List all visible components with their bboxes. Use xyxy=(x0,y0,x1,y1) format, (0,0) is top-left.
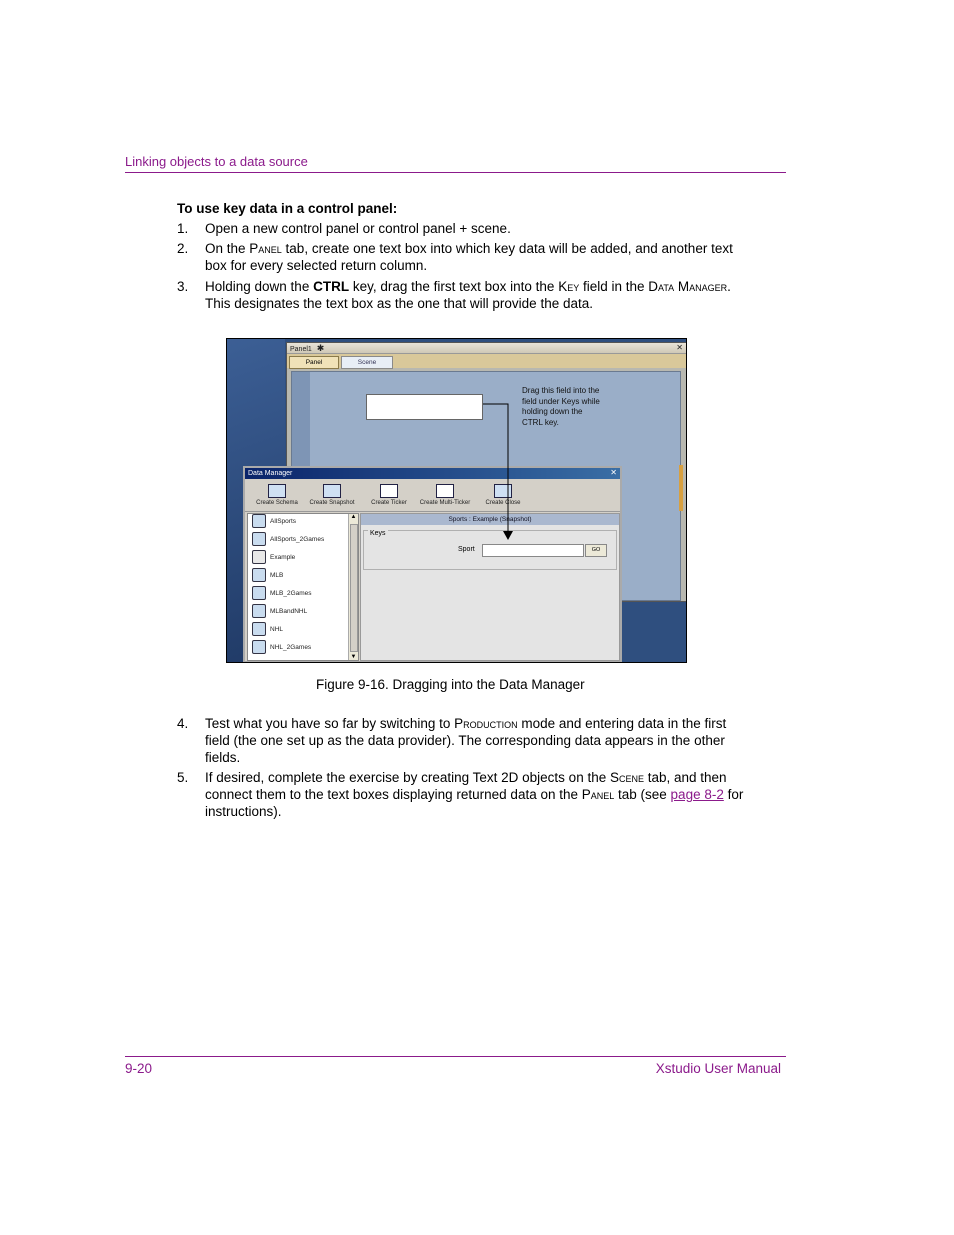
tree-item[interactable]: MLBandNHL xyxy=(252,604,307,620)
tree-item[interactable]: NHL_2Games xyxy=(252,640,311,656)
step-1-number: 1. xyxy=(177,221,189,236)
drag-annotation: Drag this field into the field under Keys while holding down the CTRL key. xyxy=(522,386,600,427)
tab-panel[interactable]: Panel xyxy=(289,356,339,369)
section-title: Linking objects to a data source xyxy=(125,154,308,169)
create-ticker-button[interactable]: Create Ticker xyxy=(359,484,419,506)
drag-arrowhead-icon xyxy=(503,531,513,540)
header-rule xyxy=(125,172,786,173)
drag-arrow-line xyxy=(483,404,508,534)
data-manager-screenshot xyxy=(226,338,687,663)
footer-rule xyxy=(125,1056,786,1057)
tree-item[interactable]: MLB_2Games xyxy=(252,586,312,602)
scroll-down-icon[interactable]: ▼ xyxy=(350,654,357,660)
data-manager-title: Data Manager xyxy=(248,470,293,477)
step-4-number: 4. xyxy=(177,716,189,731)
tree-item[interactable]: NHL xyxy=(252,622,283,638)
procedure-heading: To use key data in a control panel: xyxy=(177,201,398,216)
tab-scene[interactable]: Scene xyxy=(341,356,393,369)
tree-item[interactable]: AllSports_2Games xyxy=(252,532,324,548)
step-4-text: Test what you have so far by switching to Production mode and entering data in the first field (the one set up as the data provider). The corresponding data appears in the other fields. xyxy=(205,716,727,765)
create-multi-ticker-button[interactable]: Create Multi-Ticker xyxy=(415,484,475,506)
close-icon[interactable]: ✕ xyxy=(676,343,683,352)
modified-star-icon: ✱ xyxy=(316,343,325,353)
scroll-up-icon[interactable]: ▲ xyxy=(350,514,357,520)
step-2-number: 2. xyxy=(177,241,189,256)
step-3-number: 3. xyxy=(177,279,189,294)
step-2-text: On the Panel tab, create one text box into which key data will be added, and another text box for every selected return column. xyxy=(205,241,733,273)
tree-item[interactable]: Example xyxy=(252,550,295,566)
go-button[interactable]: GO xyxy=(585,544,607,557)
step-3-text: Holding down the CTRL key, drag the first text box into the Key field in the Data Manager. This designates the text box as the one that will provide the data. xyxy=(205,279,731,311)
figure-caption: Figure 9-16. Dragging into the Data Manager xyxy=(316,677,585,692)
create-close-button[interactable]: Create Close xyxy=(473,484,533,506)
step-5-number: 5. xyxy=(177,770,189,785)
step-1-text: Open a new control panel or control panel + scene. xyxy=(205,221,511,236)
detail-header: Sports : Example (Snapshot) xyxy=(361,514,619,525)
page-number: 9-20 xyxy=(125,1061,153,1076)
create-schema-button[interactable]: Create Schema xyxy=(247,484,307,506)
data-manager-close-icon[interactable]: ✕ xyxy=(610,468,617,477)
panel-window-title: Panel1 xyxy=(290,346,312,353)
drag-arrow xyxy=(227,339,686,662)
step-5-text: If desired, complete the exercise by creating Text 2D objects on the Scene tab, and then connect them to the text boxes displaying returned data on the Panel tab (see page 8-2 for instructions). xyxy=(205,770,744,819)
page-8-2-link[interactable]: page 8-2 xyxy=(670,787,724,802)
sport-label: Sport xyxy=(458,546,475,553)
tree-item[interactable]: AllSports xyxy=(252,514,296,530)
create-snapshot-button[interactable]: Create Snapshot xyxy=(302,484,362,506)
keys-label: Keys xyxy=(370,530,386,537)
tree-item[interactable]: MLB xyxy=(252,568,283,584)
manual-title: Xstudio User Manual xyxy=(655,1061,781,1076)
